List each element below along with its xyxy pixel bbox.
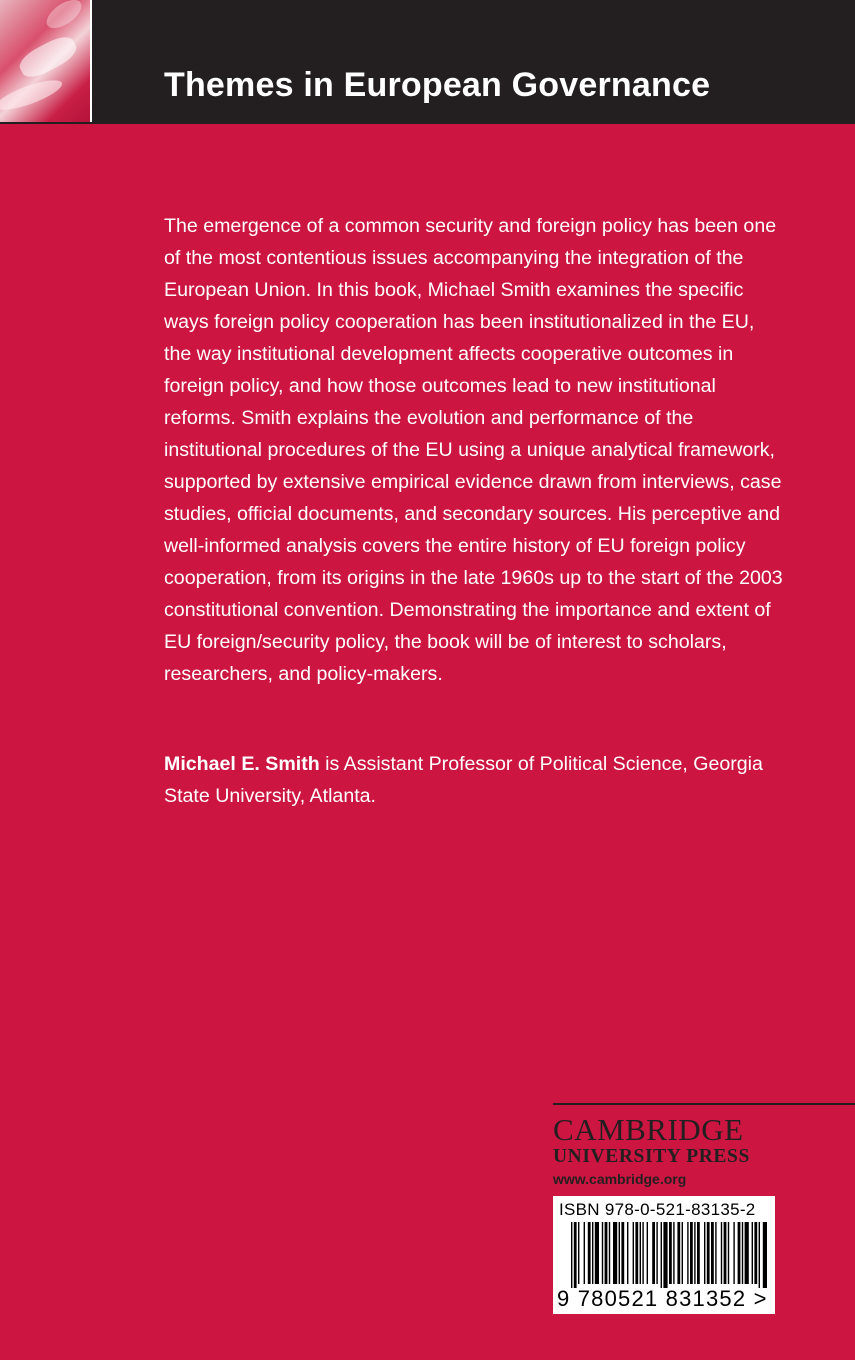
barcode-digits: 9 780521 831352 > xyxy=(557,1286,768,1311)
barcode-bars-icon xyxy=(557,1222,771,1288)
header-band xyxy=(0,0,855,124)
barcode-box xyxy=(553,1196,775,1314)
publisher-subtitle: UNIVERSITY PRESS xyxy=(553,1146,750,1167)
series-title: Themes in European Governance xyxy=(164,66,711,104)
author-name: Michael E. Smith xyxy=(164,753,320,775)
author-description: is Assistant Professor of Political Science, Georgia State University, Atlanta. xyxy=(164,753,763,807)
publisher-rule xyxy=(553,1103,855,1105)
book-description: The emergence of a common security and foreign policy has been one of the most contentious issues accompanying the integration of the European Union. In this book, Michael Smith examines the specific ways foreign policy cooperation has been institutionalized in the EU, the way institutional development affects cooperative outcomes in foreign policy, and how those outcomes lead to new institutional reforms. Smith explains the evolution and performance of the institutional procedures of the EU using a unique analytical framework, supported by extensive empirical evidence drawn from interviews, case studies, official documents, and secondary sources. His perceptive and well-informed analysis covers the entire history of EU foreign policy cooperation, from its origins in the late 1960s up to the start of the 2003 constitutional convention. Demonstrating the importance and extent of EU foreign/security policy, the book will be of interest to scholars, researchers, and policy-makers. xyxy=(164,215,783,685)
isbn-text: ISBN 978-0-521-83135-2 xyxy=(559,1200,756,1219)
author-bio xyxy=(164,748,784,812)
publisher-name: CAMBRIDGE xyxy=(553,1112,744,1147)
cover-thumbnail-image xyxy=(0,0,92,122)
publisher-url: www.cambridge.org xyxy=(553,1171,687,1187)
